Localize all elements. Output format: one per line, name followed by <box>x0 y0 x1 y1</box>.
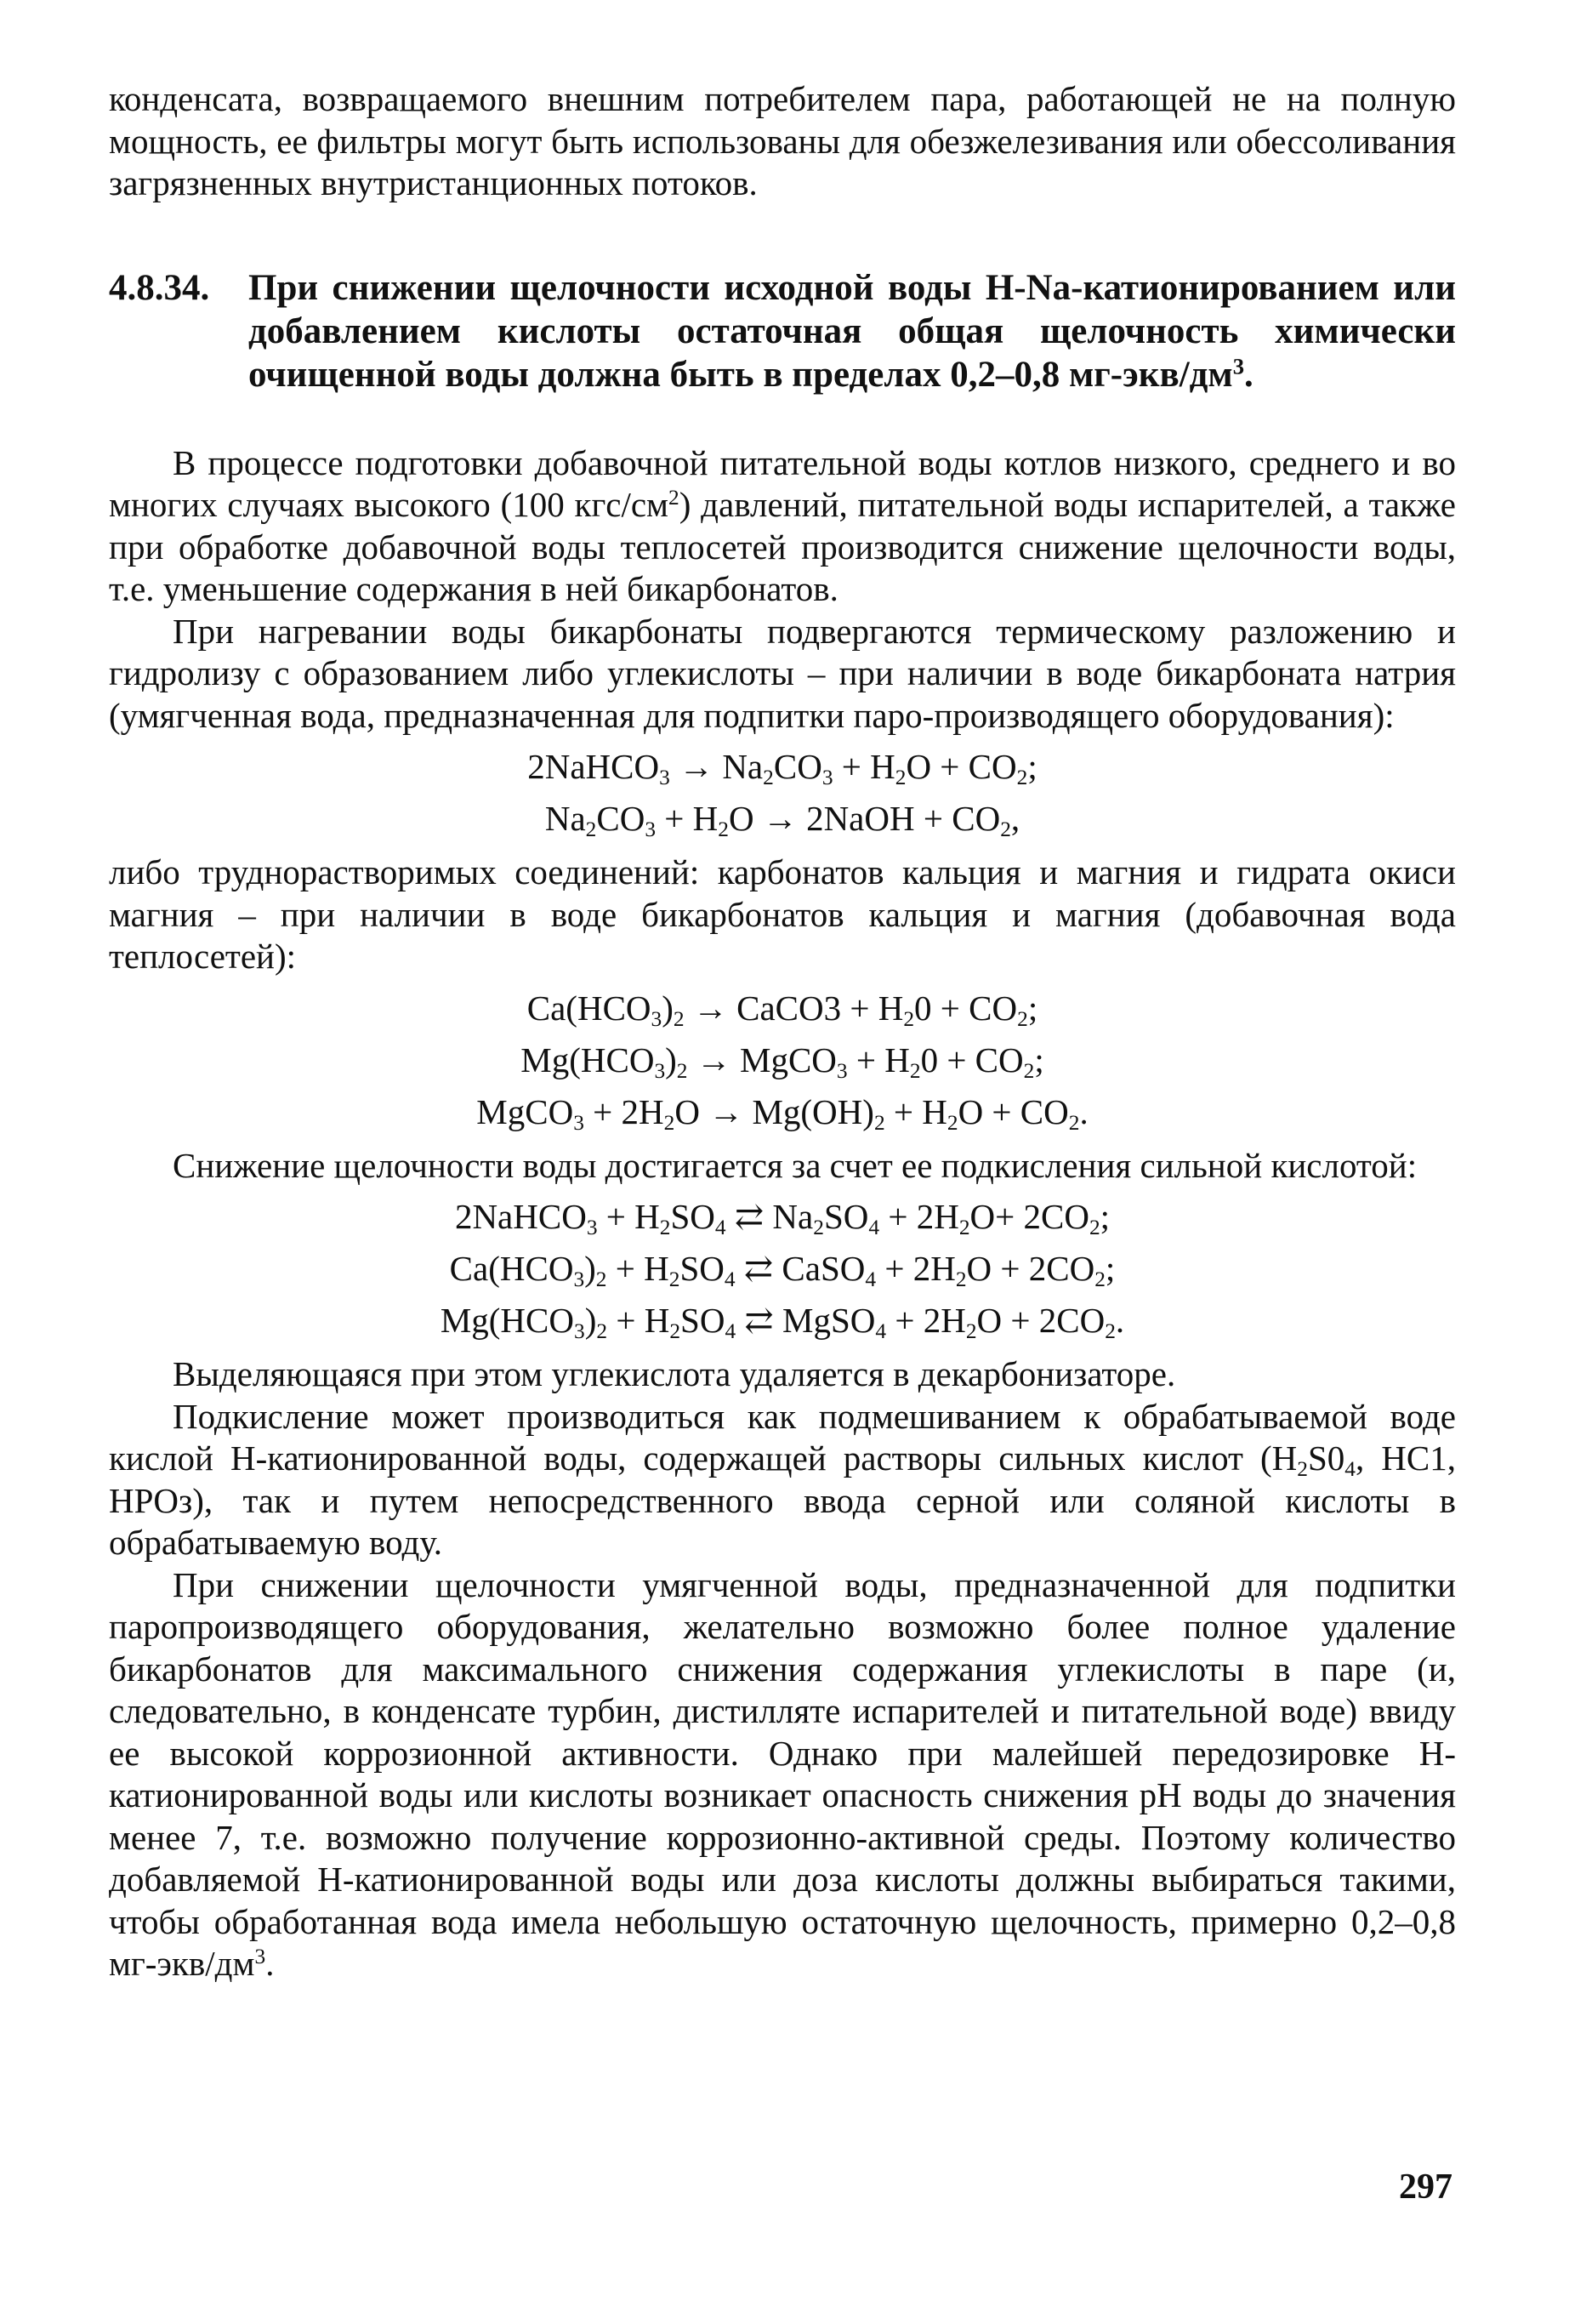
eq4-token-1: 3 <box>654 1058 666 1083</box>
eq7-token-10: + 2H <box>876 1249 956 1288</box>
eq1-token-0: 2NaHCO <box>527 747 660 786</box>
eq4-token-5: 3 <box>836 1058 848 1083</box>
eq8-token-3: 2 <box>596 1319 608 1344</box>
equation-8 <box>109 1296 1456 1345</box>
eq4-token-0: Mg(HCO <box>520 1040 655 1079</box>
eq7-token-5: 2 <box>668 1267 680 1292</box>
equation-5 <box>109 1087 1456 1136</box>
eq1-token-3: 2 <box>763 766 774 790</box>
eq8-token-6: SO <box>680 1301 725 1340</box>
eq5-token-9: 2 <box>1068 1110 1080 1135</box>
eq8-token-7: 4 <box>725 1319 736 1344</box>
paragraph-6-text-b: S0 <box>1307 1438 1345 1478</box>
eq5-token-1: 3 <box>573 1110 584 1135</box>
eq5-token-7: 2 <box>946 1110 958 1135</box>
eq6-token-0: 2NaHCO <box>454 1197 587 1236</box>
eq8-token-14: . <box>1115 1301 1125 1340</box>
paragraph-1-text-b: ) давлений, питательной воды испарителей, а также при обработке добавочной воды теплосетей производится снижение щелочности воды, т.е. уменьшение содержания в ней бикарбонатов. <box>109 485 1456 608</box>
eq7-token-13: 2 <box>1094 1267 1106 1292</box>
eq6-token-5: 4 <box>714 1216 726 1240</box>
section-number: 4.8.34. <box>109 267 210 308</box>
eq2-token-1: 2 <box>585 817 597 842</box>
eq2-token-0: Na <box>544 799 586 838</box>
eq6-token-11: 2 <box>958 1216 970 1240</box>
eq8-token-11: 2 <box>965 1319 977 1344</box>
eq5-token-4: O → Mg(OH) <box>674 1091 874 1131</box>
paragraph-6-text-c: , HC1, HPOз), так и путем непосредственного ввода серной или соляной кислоты в обрабатываемую воду. <box>109 1438 1456 1562</box>
eq1-token-10: ; <box>1027 747 1037 786</box>
eq3-token-4: → CaCO3 + H <box>684 988 904 1028</box>
eq3-token-8: ; <box>1027 988 1038 1028</box>
eq2-token-3: 3 <box>645 817 657 842</box>
eq7-token-12: O + 2CO <box>966 1249 1095 1288</box>
paragraph-5: Выделяющаяся при этом углекислота удаляется в декарбонизаторе. <box>173 1354 1176 1393</box>
eq6-token-3: 2 <box>659 1216 671 1240</box>
eq7-token-0: Ca(HCO <box>449 1249 574 1288</box>
eq1-token-4: CO <box>773 747 822 786</box>
eq2-token-4: + H <box>656 799 719 838</box>
paragraph-1-text-a: В процессе подготовки добавочной питательной воды котлов низкого, среднего и во многих случаях высокого (100 кгс/см <box>109 442 1456 524</box>
page-number: 297 <box>1399 2167 1452 2207</box>
equation-1 <box>109 742 1456 791</box>
equation-6 <box>109 1192 1456 1241</box>
eq2-token-8: , <box>1010 799 1020 838</box>
paragraph-6-text-a: Подкисление может производиться как подмешиванием к обрабатываемой воде кислой Н-катионированной воды, содержащей растворы сильных кислот (H <box>109 1396 1456 1478</box>
eq6-token-10: + 2H <box>879 1197 959 1236</box>
eq5-token-8: O + CO <box>958 1091 1069 1131</box>
eq4-token-2: ) <box>665 1040 677 1079</box>
eq8-token-13: 2 <box>1105 1319 1116 1344</box>
equation-7 <box>109 1244 1456 1293</box>
eq1-token-7: 2 <box>895 766 907 790</box>
paragraph-6-sub-2: 4 <box>1344 1457 1356 1482</box>
eq8-token-12: O + 2CO <box>976 1301 1106 1340</box>
section-heading <box>109 266 1456 396</box>
eq7-token-4: + H <box>606 1249 669 1288</box>
eq6-token-1: 3 <box>586 1216 598 1240</box>
eq7-token-9: 4 <box>865 1267 877 1292</box>
eq2-token-2: CO <box>596 799 645 838</box>
eq4-token-6: + H <box>847 1040 910 1079</box>
eq6-token-8: SO <box>823 1197 869 1236</box>
eq5-token-10: . <box>1079 1091 1089 1131</box>
eq5-token-5: 2 <box>873 1110 885 1135</box>
eq4-token-4: → MgCO <box>687 1040 837 1079</box>
eq7-token-1: 3 <box>573 1267 585 1292</box>
section-title-end: . <box>1244 354 1253 395</box>
eq8-token-9: 4 <box>875 1319 887 1344</box>
eq4-token-7: 2 <box>909 1058 921 1083</box>
eq3-token-7: 2 <box>1017 1006 1028 1031</box>
paragraph-7-sup: 3 <box>254 1945 266 1969</box>
eq1-token-9: 2 <box>1016 766 1028 790</box>
section-title-sup: 3 <box>1232 352 1245 379</box>
section-title <box>248 266 1456 396</box>
eq7-token-6: SO <box>679 1249 725 1288</box>
equation-4 <box>109 1035 1456 1085</box>
eq1-token-5: 3 <box>821 766 833 790</box>
eq4-token-3: 2 <box>676 1058 688 1083</box>
paragraph-6 <box>109 1396 1456 1564</box>
paragraph-4: Снижение щелочности воды достигается за счет ее подкисления сильной кислотой: <box>173 1145 1418 1185</box>
eq4-token-10: ; <box>1034 1040 1044 1079</box>
eq7-token-8: ⇄ CaSO <box>735 1249 866 1288</box>
eq6-token-6: ⇄ Na <box>725 1197 814 1236</box>
eq2-token-5: 2 <box>718 817 729 842</box>
eq2-token-7: 2 <box>1000 817 1011 842</box>
eq6-token-2: + H <box>597 1197 660 1236</box>
eq7-token-2: ) <box>584 1249 596 1288</box>
eq1-token-2: → Na <box>669 747 764 786</box>
equation-3 <box>109 983 1456 1033</box>
eq5-token-6: + H <box>884 1091 947 1131</box>
eq5-token-2: + 2H <box>583 1091 664 1131</box>
eq5-token-0: MgCO <box>476 1091 574 1131</box>
eq8-token-1: 3 <box>574 1319 585 1344</box>
eq6-token-4: SO <box>670 1197 715 1236</box>
equation-block-2 <box>109 983 1456 1136</box>
eq8-token-5: 2 <box>669 1319 681 1344</box>
eq1-token-1: 3 <box>659 766 670 790</box>
eq2-token-6: O → 2NaOH + CO <box>728 799 1001 838</box>
equation-block-3 <box>109 1192 1456 1345</box>
eq1-token-8: O + CO <box>906 747 1017 786</box>
eq3-token-3: 2 <box>673 1006 685 1031</box>
intro-paragraph: конденсата, возвращаемого внешним потребителем пара, работающей не на полную мощность, ее фильтры могут быть использованы для обезжелезивания или обессоливания загрязненных внутристанционных потоков. <box>109 79 1456 202</box>
eq6-token-9: 4 <box>868 1216 880 1240</box>
paragraph-2: При нагревании воды бикарбонаты подвергаются термическому разложению и гидролизу с образованием либо углекислоты – при наличии в воде бикарбоната натрия (умягченная вода, предназначенная для подпитки паро-производящего оборудования): <box>109 611 1456 735</box>
eq8-token-8: ⇄ MgSO <box>736 1301 876 1340</box>
paragraph-7-text-a: При снижении щелочности умягченной воды, предназначенной для подпитки паропроизводящего оборудования, желательно возможно более полное удаление бикарбонатов для максимального снижения содержания углекислоты в паре (и, следовательно, в конденсате турбин, дистилляте испарителей и питательной воде) ввиду ее высокой коррозионной активности. Однако при малейшей передозировке Н-катионированной воды или кислоты возникает опасность снижения рН воды до значения менее 7, т.е. возможно получение коррозионно-активной среды. Поэтому количество добавляемой Н-катионированной воды или доза кислоты должны выбираться такими, чтобы обработанная вода имела небольшую остаточную щелочность, примерно 0,2–0,8 мг-экв/дм <box>109 1564 1456 1983</box>
equation-block-1 <box>109 742 1456 843</box>
eq3-token-6: 0 + CO <box>914 988 1018 1028</box>
eq6-token-7: 2 <box>813 1216 824 1240</box>
paragraph-6-sub-1: 2 <box>1297 1457 1308 1482</box>
section-title-text: При снижении щелочности исходной воды H-Na-катионированием или добавлением кислоты остаточная общая щелочность химически очищенной воды должна быть в пределах 0,2–0,8 мг-экв/дм <box>248 267 1456 395</box>
paragraph-3: либо труднорастворимых соединений: карбонатов кальция и магния и гидрата окиси магния – при наличии в воде бикарбонатов кальция и магния (добавочная вода теплосетей): <box>109 852 1456 976</box>
eq3-token-1: 3 <box>651 1006 662 1031</box>
paragraph-1-sup: 2 <box>668 486 679 510</box>
eq3-token-5: 2 <box>903 1006 915 1031</box>
eq5-token-3: 2 <box>663 1110 675 1135</box>
eq7-token-11: 2 <box>955 1267 967 1292</box>
paragraph-1 <box>109 442 1456 611</box>
paragraph-7 <box>109 1564 1456 1985</box>
eq7-token-7: 4 <box>724 1267 736 1292</box>
eq8-token-4: + H <box>607 1301 670 1340</box>
page-content <box>109 78 1456 1985</box>
eq4-token-8: 0 + CO <box>920 1040 1024 1079</box>
eq8-token-2: ) <box>584 1301 597 1340</box>
eq6-token-13: 2 <box>1089 1216 1100 1240</box>
eq7-token-14: ; <box>1105 1249 1116 1288</box>
eq3-token-2: ) <box>662 988 674 1028</box>
eq1-token-6: + H <box>833 747 895 786</box>
eq4-token-9: 2 <box>1023 1058 1035 1083</box>
eq8-token-0: Mg(HCO <box>440 1301 575 1340</box>
equation-2 <box>109 794 1456 843</box>
eq7-token-3: 2 <box>595 1267 607 1292</box>
eq6-token-12: O+ 2CO <box>969 1197 1089 1236</box>
eq6-token-14: ; <box>1100 1197 1111 1236</box>
eq8-token-10: + 2H <box>886 1301 966 1340</box>
paragraph-7-text-b: . <box>265 1944 275 1983</box>
eq3-token-0: Ca(HCO <box>526 988 651 1028</box>
